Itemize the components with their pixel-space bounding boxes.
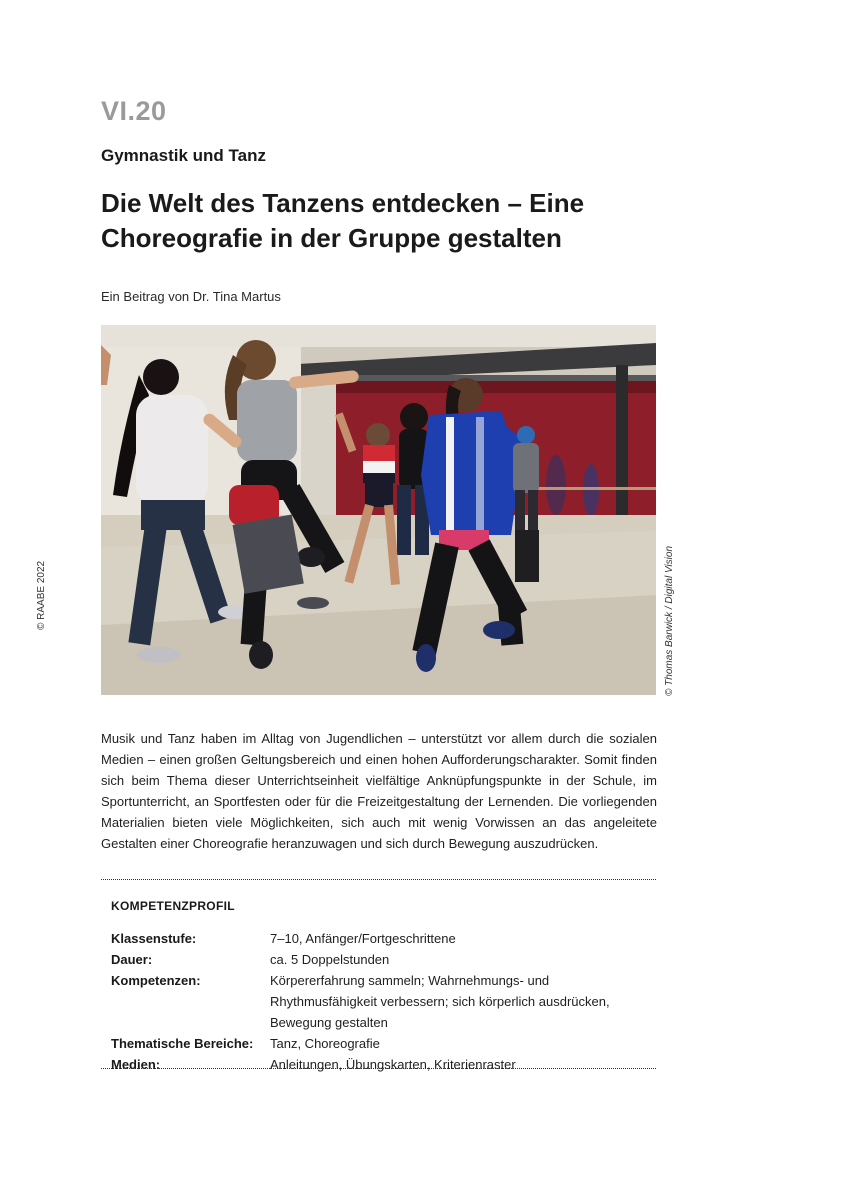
- copyright-notice: © RAABE 2022: [36, 560, 47, 630]
- intro-paragraph: Musik und Tanz haben im Alltag von Jugendlichen – unterstützt vor allem durch die sozialen Medien – einen großen Geltungsbereich und einen hohen Aufforderungscharakter. Somit finden sich beim Thema dieser Unterrichtseinheit vielfältige Anknüpfungspunkte in der Schule, im Sportunterricht, an Sportfesten oder für die Freizeitgestaltung der Lernenden. Die vorliegenden Materialien bieten viele Möglichkeiten, sich auch mit wenig Vorwissen an das angeleitete Gestalten einer Choreografie heranzuwagen und sich durch Bewegung auszudrücken.: [101, 731, 657, 851]
- profile-row-duration: [111, 949, 641, 970]
- profile-heading: KOMPETENZPROFIL: [111, 899, 235, 913]
- dance-photo: [101, 325, 656, 695]
- category-label: Gymnastik und Tanz: [101, 146, 266, 165]
- profile-row-competences: [111, 970, 641, 1033]
- dotted-divider-bottom: [101, 1068, 656, 1069]
- profile-value: ca. 5 Doppelstunden: [270, 952, 390, 967]
- profile-label: Thematische Bereiche:: [111, 1036, 254, 1051]
- profile-label: Medien:: [111, 1057, 161, 1072]
- profile-label: Kompetenzen:: [111, 973, 201, 988]
- profile-value: Anleitungen, Übungskarten, Kriterienraster: [270, 1057, 516, 1072]
- profile-row-media: [111, 1054, 641, 1075]
- profile-value: Körpererfahrung sammeln; Wahrnehmungs- und Rhythmusfähigkeit verbessern; sich körperlich ausdrücken, Bewegung gestalten: [270, 973, 610, 1030]
- author-line: Ein Beitrag von Dr. Tina Martus: [101, 289, 281, 304]
- dotted-divider-top: [101, 879, 656, 880]
- profile-row-grade: [111, 928, 641, 949]
- profile-row-topics: [111, 1033, 641, 1054]
- profile-label: Klassenstufe:: [111, 931, 197, 946]
- profile-label: Dauer:: [111, 952, 153, 967]
- profile-value: 7–10, Anfänger/Fortgeschrittene: [270, 931, 456, 946]
- competence-profile: [111, 928, 641, 1075]
- page-title: Die Welt des Tanzens entdecken – Eine Choreografie in der Gruppe gestalten: [101, 188, 585, 253]
- profile-value: Tanz, Choreografie: [270, 1036, 380, 1051]
- photo-credit: © Thomas Barwick / Digital Vision: [664, 545, 675, 696]
- section-code: VI.20: [101, 96, 167, 126]
